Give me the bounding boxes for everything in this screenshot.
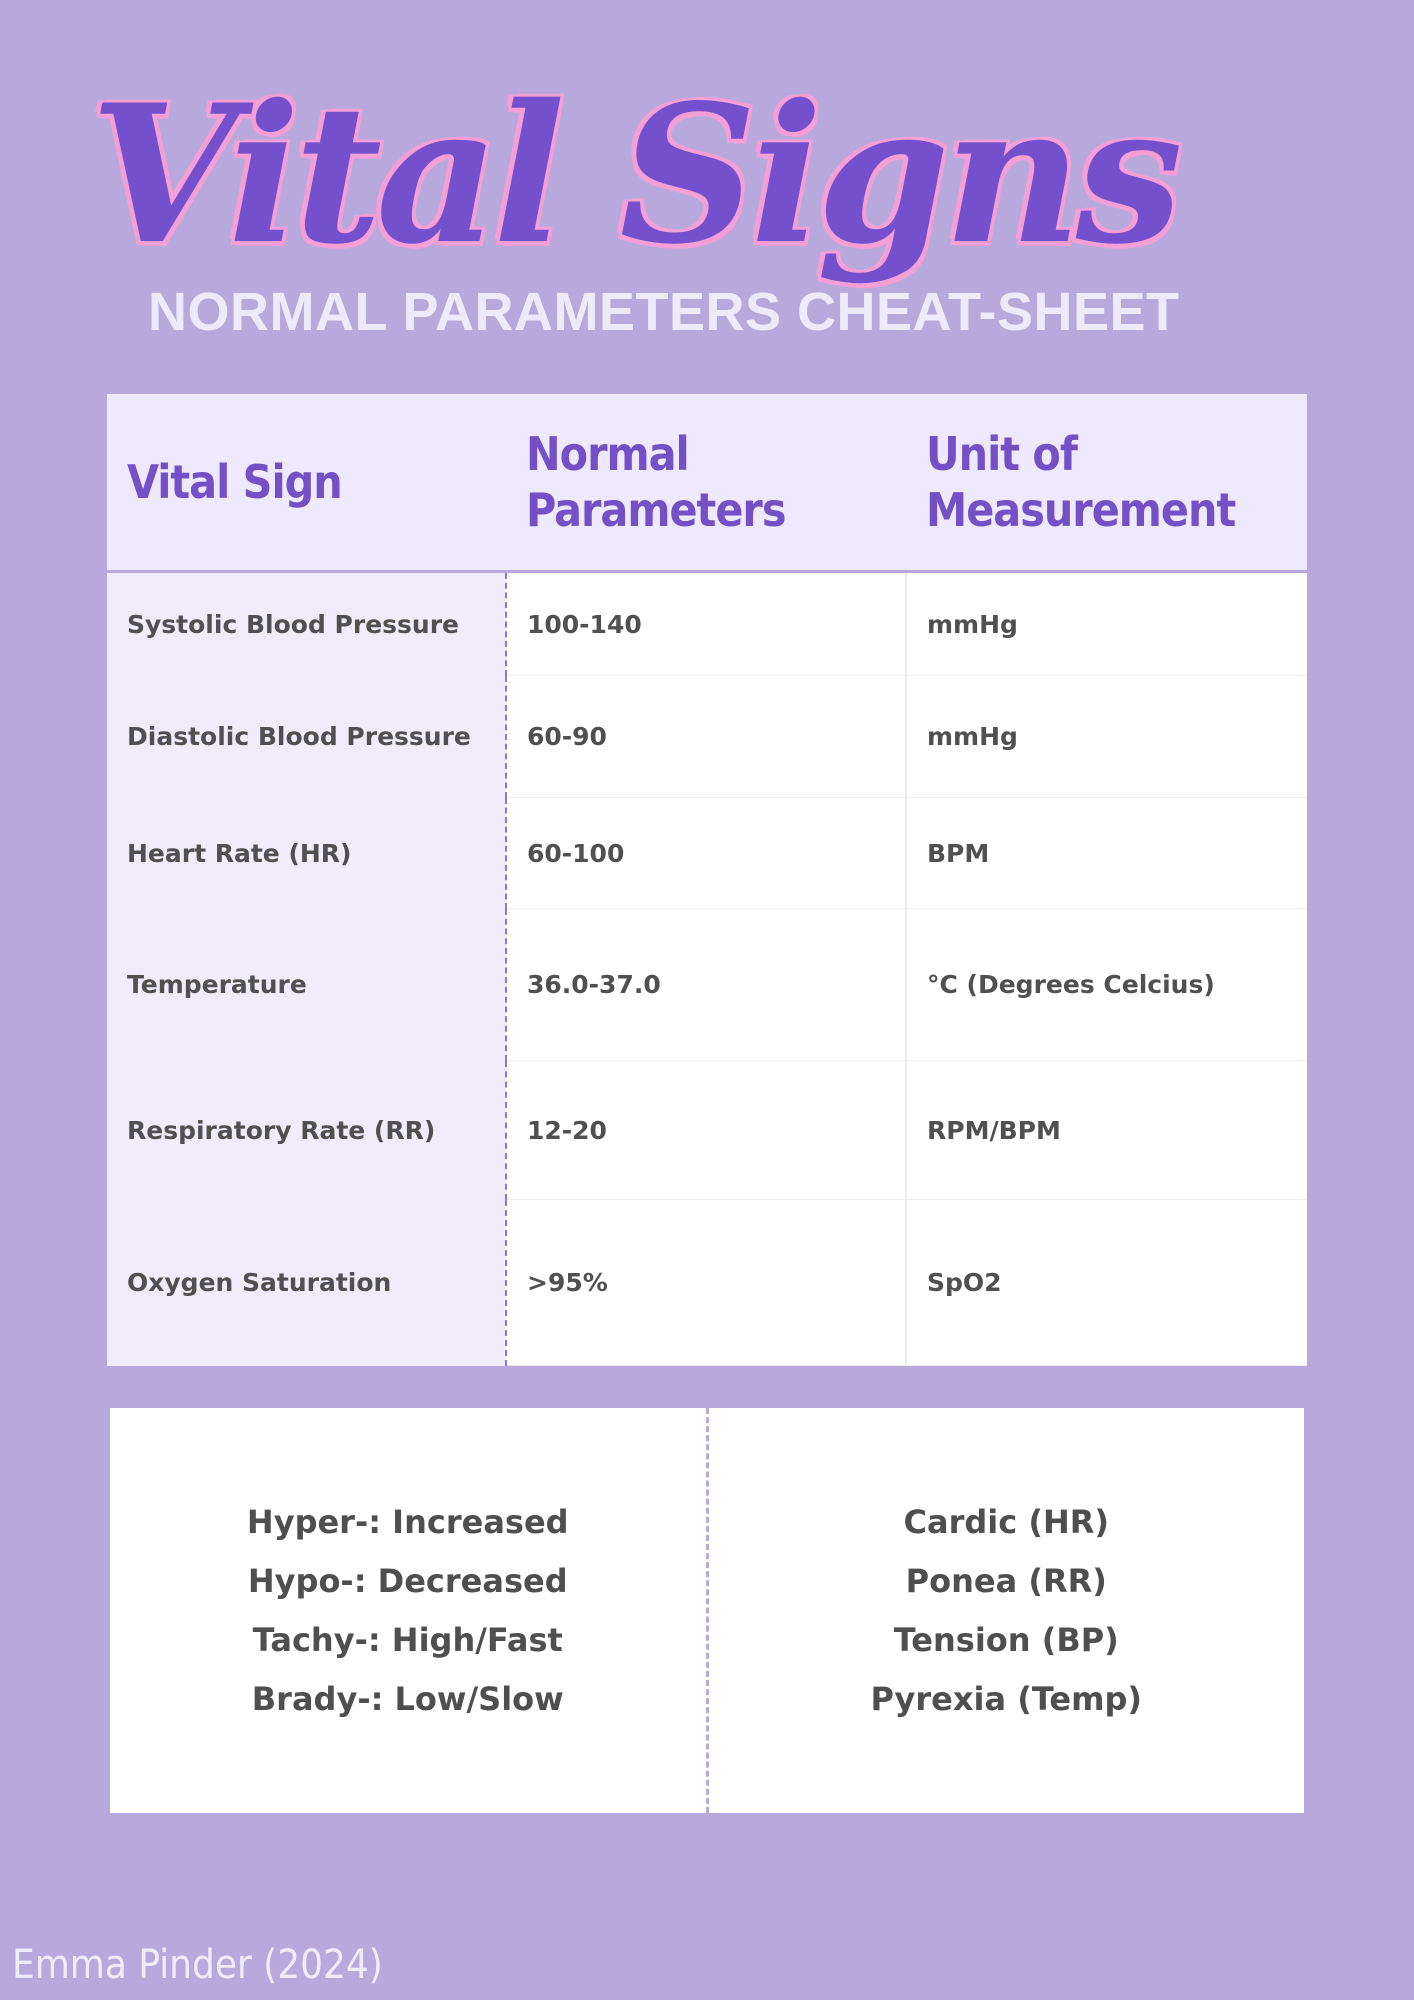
header-vital-sign: Vital Sign — [107, 394, 506, 572]
terminology-box — [110, 1408, 1304, 1813]
root-item: Cardic (HR) — [903, 1502, 1109, 1541]
normal-value-cell: 12-20 — [506, 1061, 906, 1200]
prefix-list — [110, 1408, 709, 1813]
table-header-row — [107, 394, 1307, 572]
normal-value-cell: 60-90 — [506, 676, 906, 798]
table-row — [107, 1200, 1307, 1366]
prefix-item: Hypo-: Decreased — [247, 1561, 568, 1600]
root-item: Tension (BP) — [893, 1620, 1119, 1659]
normal-value-cell: 60-100 — [506, 798, 906, 909]
unit-cell: mmHg — [906, 676, 1307, 798]
root-word-list — [709, 1408, 1305, 1813]
unit-cell: mmHg — [906, 572, 1307, 676]
page-subtitle: NORMAL PARAMETERS CHEAT-SHEET — [148, 282, 1180, 342]
table-row — [107, 572, 1307, 676]
table-row — [107, 798, 1307, 909]
table-header — [107, 394, 1307, 572]
root-item: Pyrexia (Temp) — [870, 1679, 1142, 1718]
vital-signs-table — [107, 394, 1307, 1366]
header-normal-parameters: Normal Parameters — [506, 394, 906, 572]
vital-name-cell: Systolic Blood Pressure — [107, 572, 506, 676]
table-row — [107, 1061, 1307, 1200]
vital-name-cell: Heart Rate (HR) — [107, 798, 506, 909]
prefix-item: Tachy-: High/Fast — [252, 1620, 563, 1659]
normal-value-cell: >95% — [506, 1200, 906, 1366]
normal-value-cell: 36.0-37.0 — [506, 909, 906, 1061]
vital-name-cell: Temperature — [107, 909, 506, 1061]
author-credit: Emma Pinder (2024) — [12, 1942, 383, 1988]
root-item: Ponea (RR) — [905, 1561, 1107, 1600]
unit-cell: SpO2 — [906, 1200, 1307, 1366]
vital-name-cell: Diastolic Blood Pressure — [107, 676, 506, 798]
page-title: Vital Signs — [90, 63, 1177, 286]
unit-cell: °C (Degrees Celcius) — [906, 909, 1307, 1061]
unit-cell: RPM/BPM — [906, 1061, 1307, 1200]
unit-cell: BPM — [906, 798, 1307, 909]
prefix-item: Hyper-: Increased — [246, 1502, 569, 1541]
vital-name-cell: Oxygen Saturation — [107, 1200, 506, 1366]
table-body — [107, 572, 1307, 1366]
prefix-item: Brady-: Low/Slow — [251, 1679, 564, 1718]
normal-value-cell: 100-140 — [506, 572, 906, 676]
vital-name-cell: Respiratory Rate (RR) — [107, 1061, 506, 1200]
header-unit-of-measurement: Unit of Measurement — [906, 394, 1307, 572]
table-row — [107, 909, 1307, 1061]
table-row — [107, 676, 1307, 798]
